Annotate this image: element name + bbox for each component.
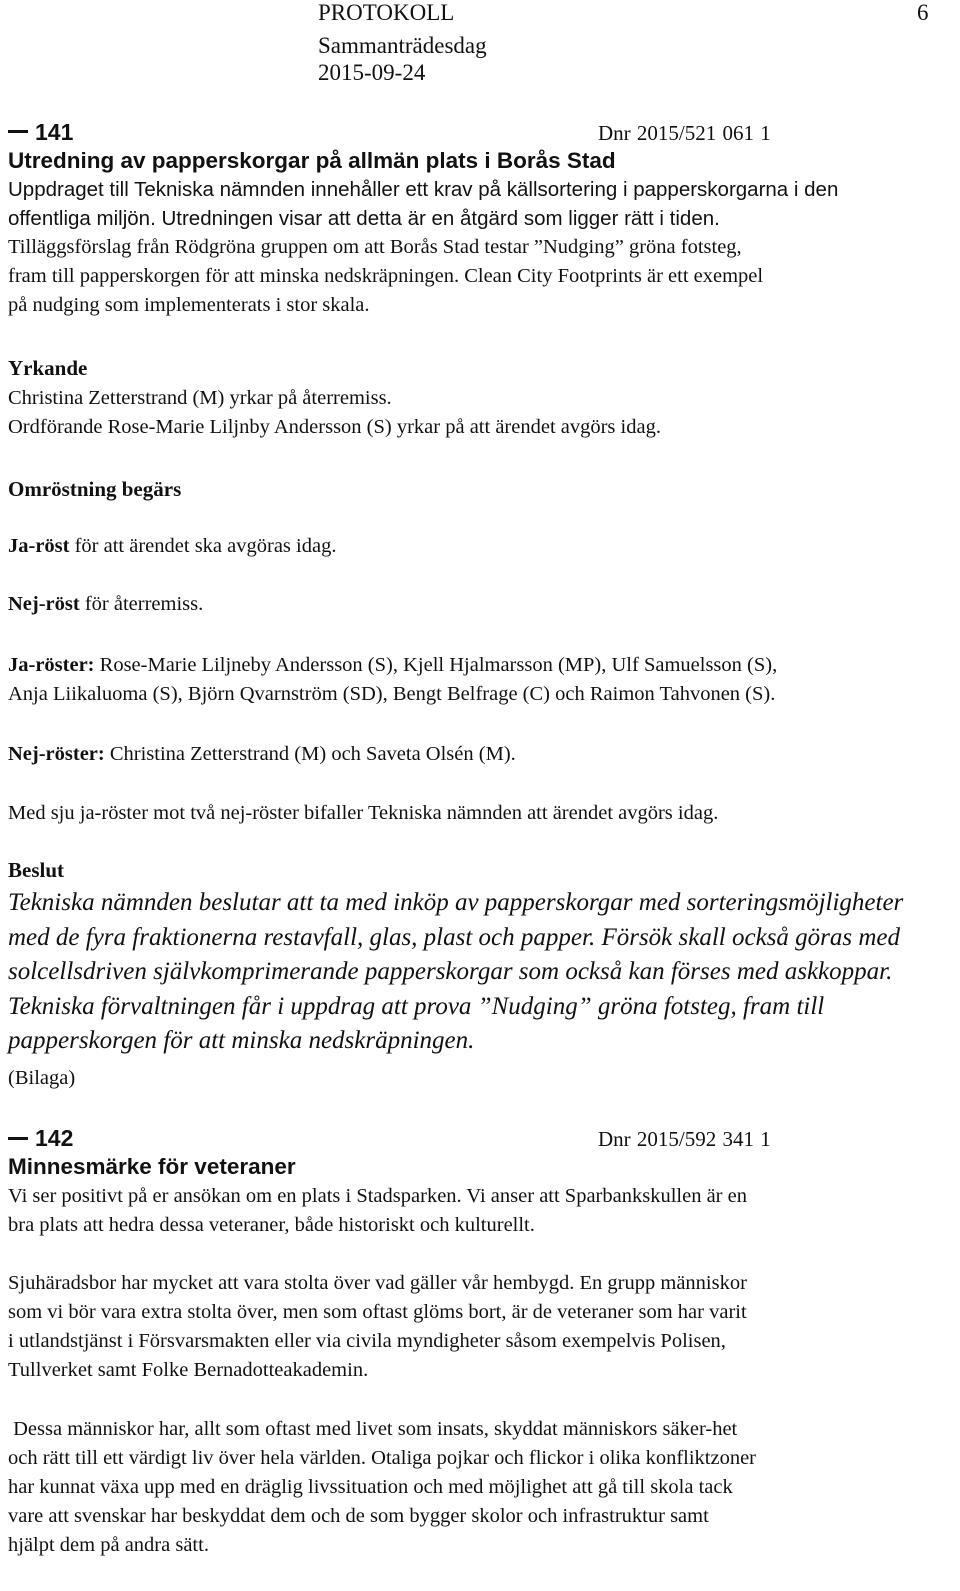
paragraph-line: och rätt till ett värdigt liv över hela världen. Otaliga pojkar och flickor i olika konfliktzoner [8, 1447, 757, 1469]
ja-voters-label: Ja-röster: [8, 654, 95, 676]
decision-line: solcellsdriven självkomprimerande papperskorgar som också kan förses med askkoppar. [8, 958, 893, 985]
ja-vote-text: för att ärendet ska avgöras idag. [69, 535, 337, 557]
paragraph-line: Christina Zetterstrand (M) yrkar på återremiss. [8, 387, 392, 409]
item-title: Utredning av papperskorgar på allmän plats i Borås Stad [8, 148, 616, 173]
item-marker [8, 1137, 28, 1140]
ja-vote-label: Ja-röst [8, 535, 70, 557]
item-title: Minnesmärke för veteraner [8, 1154, 296, 1179]
page-number: 6 [917, 0, 929, 25]
nej-voters-label: Nej-röster: [8, 743, 105, 765]
document-type: PROTOKOLL [318, 0, 455, 25]
paragraph-line: som vi bör vara extra stolta över, men som oftast glöms bort, är de veteraner som har varit [8, 1301, 747, 1323]
ja-vote-line [8, 532, 336, 561]
nej-vote-line [8, 590, 203, 619]
vote-result: Med sju ja-röster mot två nej-röster bifaller Tekniska nämnden att ärendet avgörs idag. [8, 802, 719, 824]
item-marker [8, 130, 28, 133]
ja-voters-line [8, 651, 777, 680]
paragraph-line: på nudging som implementerats i stor skala. [8, 294, 370, 316]
decision-line: med de fyra fraktionerna restavfall, glas, plast och papper. Försök skall också göras med [8, 924, 901, 951]
paragraph-line: vare att svenskar har beskyddat dem och de som bygger skolor och infrastruktur samt [8, 1505, 709, 1527]
nej-vote-label: Nej-röst [8, 593, 80, 615]
paragraph-line: Uppdraget till Tekniska nämnden innehåller ett krav på källsortering i papperskorgarna i den [8, 178, 839, 201]
decision-line: papperskorgen för att minska nedskräpningen. [8, 1027, 475, 1054]
item-number: 141 [35, 119, 74, 145]
paragraph-line: Tilläggsförslag från Rödgröna gruppen om att Borås Stad testar ”Nudging” gröna fotsteg, [8, 236, 742, 258]
paragraph-line: offentliga miljön. Utredningen visar att detta är en åtgärd som ligger rätt i tiden. [8, 207, 720, 230]
meeting-date: 2015-09-24 [318, 60, 426, 85]
item-number: 142 [35, 1125, 74, 1151]
beslut-heading: Beslut [8, 858, 65, 882]
nej-voters-line [8, 740, 516, 769]
paragraph-line: i utlandstjänst i Försvarsmakten eller via civila myndigheter såsom exempelvis Polisen, [8, 1330, 726, 1352]
nej-voters-text: Christina Zetterstrand (M) och Saveta Olsén (M). [104, 743, 516, 765]
attachment-note: (Bilaga) [8, 1067, 76, 1089]
paragraph-line: Tullverket samt Folke Bernadotteakademin. [8, 1359, 369, 1381]
paragraph-line: bra plats att hedra dessa veteraner, både historiskt och kulturellt. [8, 1214, 535, 1236]
paragraph-line: Ordförande Rose-Marie Liljnby Andersson (S) yrkar på att ärendet avgörs idag. [8, 416, 661, 438]
paragraph-line: hjälpt dem på andra sätt. [8, 1534, 209, 1556]
paragraph-line: Dessa människor har, allt som oftast med livet som insats, skyddat människors säker-het [8, 1418, 738, 1440]
decision-line: Tekniska nämnden beslutar att ta med inköp av papperskorgar med sorteringsmöjligheter [8, 889, 904, 916]
decision-line: Tekniska förvaltningen får i uppdrag att prova ”Nudging” gröna fotsteg, fram till [8, 993, 825, 1020]
paragraph-line: har kunnat växa upp med en dräglig livssituation och med möjlighet att gå till skola tack [8, 1476, 733, 1498]
yrkande-heading: Yrkande [8, 356, 88, 380]
paragraph-line: Sjuhäradsbor har mycket att vara stolta över vad gäller vår hembygd. En grupp människor [8, 1272, 747, 1294]
ja-voters-line: Anja Liikaluoma (S), Björn Qvarnström (SD), Bengt Belfrage (C) och Raimon Tahvonen (S). [8, 683, 776, 705]
vote-heading: Omröstning begärs [8, 477, 182, 501]
meeting-type: Sammanträdesdag [318, 33, 487, 58]
paragraph-line: Vi ser positivt på er ansökan om en plats i Stadsparken. Vi anser att Sparbankskullen är en [8, 1185, 747, 1207]
item-dnr: Dnr 2015/592 341 1 [598, 1127, 771, 1151]
nej-vote-text: för återremiss. [79, 593, 204, 615]
item-dnr: Dnr 2015/521 061 1 [598, 121, 771, 145]
ja-voters-text: Rose-Marie Liljneby Andersson (S), Kjell Hjalmarsson (MP), Ulf Samuelsson (S), [94, 654, 778, 676]
paragraph-line: fram till papperskorgen för att minska nedskräpningen. Clean City Footprints är ett exempel [8, 265, 764, 287]
